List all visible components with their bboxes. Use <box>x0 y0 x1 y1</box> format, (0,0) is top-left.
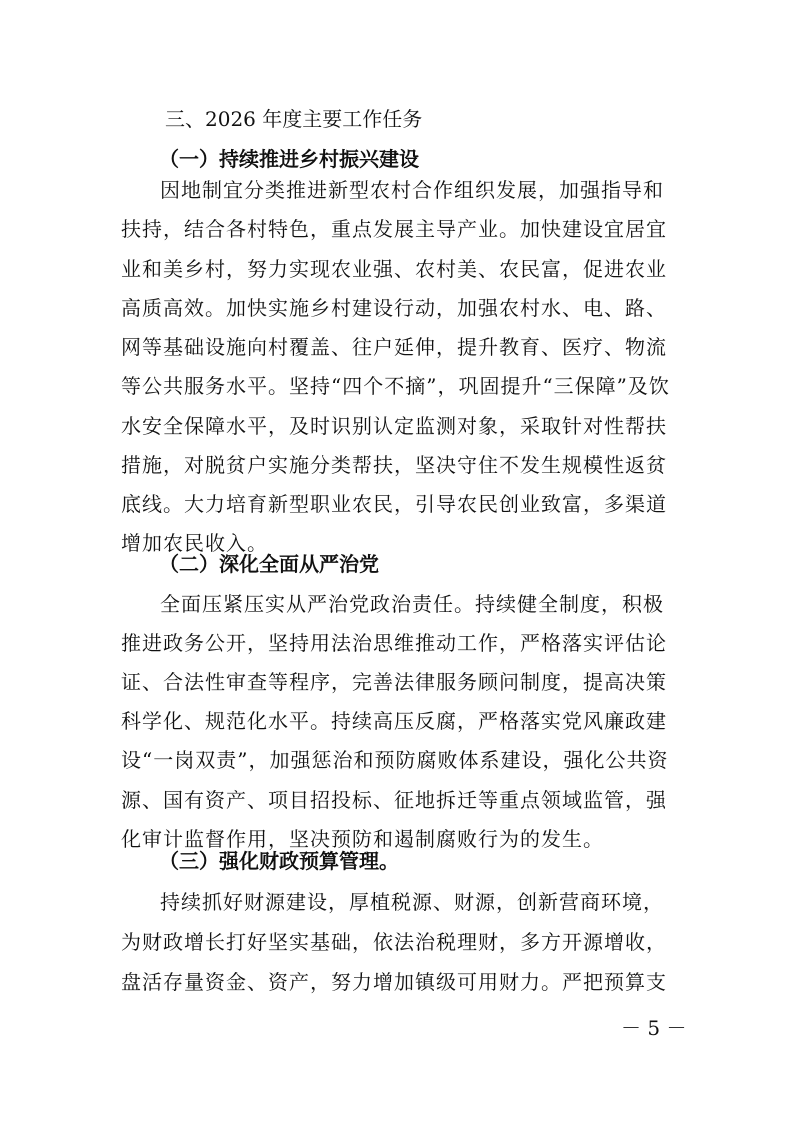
paragraph-line: 为财政增长打好坚实基础，依法治税理财，多方开源增收， <box>121 930 667 954</box>
paragraph-line: 推进政务公开，坚持用法治思维推动工作，严格落实评估论 <box>121 631 667 655</box>
subsection-heading: （三）强化财政预算管理。 <box>159 849 399 873</box>
paragraph-line: 全面压紧压实从严治党政治责任。持续健全制度，积极 <box>160 592 664 616</box>
paragraph-line: 措施，对脱贫户实施分类帮扶，坚决守住不发生规模性返贫 <box>121 453 667 477</box>
paragraph-line: 盘活存量资金、资产，努力增加镇级可用财力。严把预算支 <box>121 970 667 994</box>
subsection-heading: （一）持续推进乡村振兴建设 <box>159 147 419 171</box>
section-title: 三、2026 年度主要工作任务 <box>165 107 423 131</box>
paragraph-line: 水安全保障水平，及时识别认定监测对象，采取针对性帮扶 <box>121 414 667 438</box>
paragraph-line: 增加农民收入。 <box>121 531 268 555</box>
paragraph-line: 因地制宜分类推进新型农村合作组织发展，加强指导和 <box>160 178 664 202</box>
paragraph-line: 高质高效。加快实施乡村建设行动，加强农村水、电、路、 <box>121 296 667 320</box>
paragraph-line: 证、合法性审查等程序，完善法律服务顾问制度，提高决策 <box>121 670 667 694</box>
paragraph-line: 设“一岗双责”，加强惩治和预防腐败体系建设，强化公共资 <box>121 748 669 772</box>
page-number: － 5 － <box>621 1016 687 1040</box>
paragraph-line: 持续抓好财源建设，厚植税源、财源，创新营商环境， <box>160 890 664 914</box>
paragraph-line: 业和美乡村，努力实现农业强、农村美、农民富，促进农业 <box>121 257 667 281</box>
paragraph-line: 科学化、规范化水平。持续高压反腐，严格落实党风廉政建 <box>121 709 667 733</box>
paragraph-line: 网等基础设施向村覆盖、往户延伸，提升教育、医疗、物流 <box>121 335 667 359</box>
paragraph-line: 扶持，结合各村特色，重点发展主导产业。加快建设宜居宜 <box>121 217 667 241</box>
paragraph-line: 底线。大力培育新型职业农民，引导农民创业致富，多渠道 <box>121 492 667 516</box>
subsection-heading: （二）深化全面从严治党 <box>159 552 379 576</box>
paragraph-line: 化审计监督作用，坚决预防和遏制腐败行为的发生。 <box>121 827 604 851</box>
paragraph-line: 等公共服务水平。坚持“四个不摘”，巩固提升“三保障”及饮 <box>121 374 670 398</box>
paragraph-line: 源、国有资产、项目招投标、征地拆迁等重点领域监管，强 <box>121 788 667 812</box>
